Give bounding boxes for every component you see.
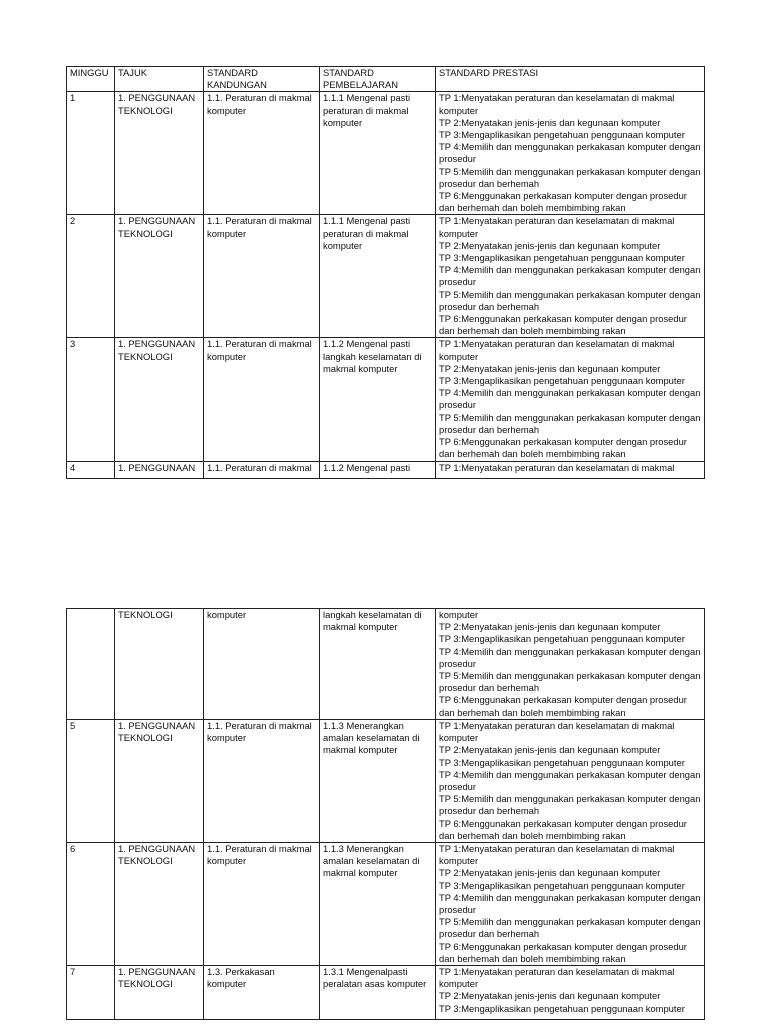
standard-prestasi-cell [436,338,705,461]
tp-1: TP 1:Menyatakan peraturan dan keselamatan di makmal komputer [439,966,675,990]
minggu-cell: 3 [67,338,115,461]
tp-6: TP 6:Menggunakan perkakasan komputer dengan prosedur dan berhemah dan boleh membimbing rakan [439,817,687,841]
standard-prestasi-cell [436,92,705,215]
tajuk-cell: 1. PENGGUNAAN TEKNOLOGI [115,966,204,1020]
tp-2: TP 2:Menyatakan jenis-jenis dan kegunaan komputer [439,867,661,879]
standard-kandungan-cell: 1.1. Peraturan di makmal komputer [204,215,320,338]
tp-1-partial: TP 1:Menyatakan peraturan dan keselamatan di makmal [439,461,675,473]
standard-prestasi-cell [436,720,705,843]
tp-2: TP 2:Menyatakan jenis-jenis dan kegunaan komputer [439,239,661,251]
tp-6: TP 6:Menggunakan perkakasan komputer dengan prosedur dan berhemah dan boleh membimbing rakan [439,436,687,460]
standard-kandungan-cell: 1.3. Perkakasan komputer [204,966,320,1020]
tp-3: TP 3:Mengaplikasikan pengetahuan penggunaan komputer [439,375,685,387]
minggu-cell [67,609,115,720]
table-row [67,338,705,461]
table-row [67,609,705,720]
table-row [67,461,705,478]
tajuk-cell: 1. PENGGUNAAN TEKNOLOGI [115,215,204,338]
col-header-standard-pembelajaran: STANDARD PEMBELAJARAN [320,67,436,92]
minggu-cell: 7 [67,966,115,1020]
tp-1-continued: komputer [439,609,479,620]
standard-pembelajaran-cell: 1.1.1 Mengenal pasti peraturan di makmal komputer [320,215,436,338]
col-header-standard-kandungan: STANDARD KANDUNGAN [204,67,320,92]
standard-pembelajaran-cell: 1.3.1 Mengenalpasti peralatan asas komputer [320,966,436,1020]
col-header-standard-prestasi: STANDARD PRESTASI [436,67,705,92]
table-row [67,843,705,966]
standard-prestasi-cell [436,966,705,1020]
standard-kandungan-cell: komputer [204,609,320,720]
table-row [67,215,705,338]
tp-2: TP 2:Menyatakan jenis-jenis dan kegunaan komputer [439,116,661,128]
tp-1: TP 1:Menyatakan peraturan dan keselamatan di makmal komputer [439,338,675,362]
tp-1: TP 1:Menyatakan peraturan dan keselamatan di makmal komputer [439,92,675,116]
table-row [67,966,705,1020]
standard-kandungan-cell: 1.1. Peraturan di makmal [204,461,320,478]
standard-prestasi-cell [436,215,705,338]
tp-6: TP 6:Menggunakan perkakasan komputer dengan prosedur dan berhemah dan boleh membimbing rakan [439,313,687,337]
tp-3: TP 3:Mengaplikasikan pengetahuan penggunaan komputer [439,129,685,141]
tp-4: TP 4:Memilih dan menggunakan perkakasan komputer dengan prosedur [439,141,701,165]
minggu-cell: 5 [67,720,115,843]
standard-pembelajaran-cell: langkah keselamatan di makmal komputer [320,609,436,720]
minggu-cell: 6 [67,843,115,966]
tp-5: TP 5:Memilih dan menggunakan perkakasan komputer dengan prosedur dan berhemah [439,793,701,817]
standard-prestasi-cell [436,843,705,966]
tp-4: TP 4:Memilih dan menggunakan perkakasan komputer dengan prosedur [439,768,701,793]
tp-5: TP 5:Memilih dan menggunakan perkakasan komputer dengan prosedur dan berhemah [439,411,701,435]
col-header-tajuk: TAJUK [115,67,204,92]
minggu-cell: 2 [67,215,115,338]
tp-4: TP 4:Memilih dan menggunakan perkakasan komputer dengan prosedur [439,645,701,669]
standard-pembelajaran-cell: 1.1.1 Mengenal pasti peraturan di makmal komputer [320,92,436,215]
table-row [67,92,705,215]
standard-kandungan-cell: 1.1. Peraturan di makmal komputer [204,92,320,215]
tp-3: TP 3:Mengaplikasikan pengetahuan penggunaan komputer [439,756,685,768]
table-row [67,720,705,843]
tp-1: TP 1:Menyatakan peraturan dan keselamatan di makmal komputer [439,720,675,744]
tp-1: TP 1:Menyatakan peraturan dan keselamatan di makmal komputer [439,215,675,239]
tp-5: TP 5:Memilih dan menggunakan perkakasan komputer dengan prosedur dan berhemah [439,288,701,312]
tp-3: TP 3:Mengaplikasikan pengetahuan penggunaan komputer [439,1002,685,1014]
tp-3: TP 3:Mengaplikasikan pengetahuan penggunaan komputer [439,879,685,891]
tp-3: TP 3:Mengaplikasikan pengetahuan penggunaan komputer [439,633,685,645]
tp-4: TP 4:Memilih dan menggunakan perkakasan komputer dengan prosedur [439,264,701,288]
minggu-cell: 1 [67,92,115,215]
tp-6: TP 6:Menggunakan perkakasan komputer dengan prosedur dan berhemah dan boleh membimbing rakan [439,694,687,718]
tp-5: TP 5:Memilih dan menggunakan perkakasan komputer dengan prosedur dan berhemah [439,916,701,940]
standard-prestasi-cell [436,461,705,478]
tp-3: TP 3:Mengaplikasikan pengetahuan penggunaan komputer [439,252,685,264]
tajuk-cell: TEKNOLOGI [115,609,204,720]
standard-kandungan-cell: 1.1. Peraturan di makmal komputer [204,338,320,461]
standard-kandungan-cell: 1.1. Peraturan di makmal komputer [204,843,320,966]
tp-4: TP 4:Memilih dan menggunakan perkakasan komputer dengan prosedur [439,387,701,411]
standard-pembelajaran-cell: 1.1.3 Menerangkan amalan keselamatan di makmal komputer [320,720,436,843]
tajuk-cell: 1. PENGGUNAAN TEKNOLOGI [115,338,204,461]
tp-2: TP 2:Menyatakan jenis-jenis dan kegunaan komputer [439,362,661,374]
tp-5: TP 5:Memilih dan menggunakan perkakasan komputer dengan prosedur dan berhemah [439,670,701,694]
standard-pembelajaran-cell: 1.1.3 Menerangkan amalan keselamatan di makmal komputer [320,843,436,966]
tp-2: TP 2:Menyatakan jenis-jenis dan kegunaan komputer [439,621,661,633]
col-header-minggu: MINGGU [67,67,115,92]
tp-6: TP 6:Menggunakan perkakasan komputer dengan prosedur dan berhemah dan boleh membimbing rakan [439,190,687,214]
tp-5: TP 5:Memilih dan menggunakan perkakasan komputer dengan prosedur dan berhemah [439,165,701,189]
tajuk-cell: 1. PENGGUNAAN TEKNOLOGI [115,92,204,215]
header-row [67,67,705,92]
rpt-table-page-1 [66,66,705,479]
standard-kandungan-cell: 1.1. Peraturan di makmal komputer [204,720,320,843]
tp-2: TP 2:Menyatakan jenis-jenis dan kegunaan komputer [439,744,661,756]
tp-4: TP 4:Memilih dan menggunakan perkakasan komputer dengan prosedur [439,891,701,916]
standard-pembelajaran-cell: 1.1.2 Mengenal pasti [320,461,436,478]
minggu-cell: 4 [67,461,115,478]
tajuk-cell: 1. PENGGUNAAN [115,461,204,478]
tajuk-cell: 1. PENGGUNAAN TEKNOLOGI [115,720,204,843]
tp-2: TP 2:Menyatakan jenis-jenis dan kegunaan komputer [439,990,661,1002]
standard-pembelajaran-cell: 1.1.2 Mengenal pasti langkah keselamatan di makmal komputer [320,338,436,461]
standard-prestasi-cell [436,609,705,720]
rpt-table-page-2 [66,608,705,1020]
tp-1: TP 1:Menyatakan peraturan dan keselamatan di makmal komputer [439,843,675,867]
tajuk-cell: 1. PENGGUNAAN TEKNOLOGI [115,843,204,966]
tp-6: TP 6:Menggunakan perkakasan komputer dengan prosedur dan berhemah dan boleh membimbing rakan [439,940,687,964]
